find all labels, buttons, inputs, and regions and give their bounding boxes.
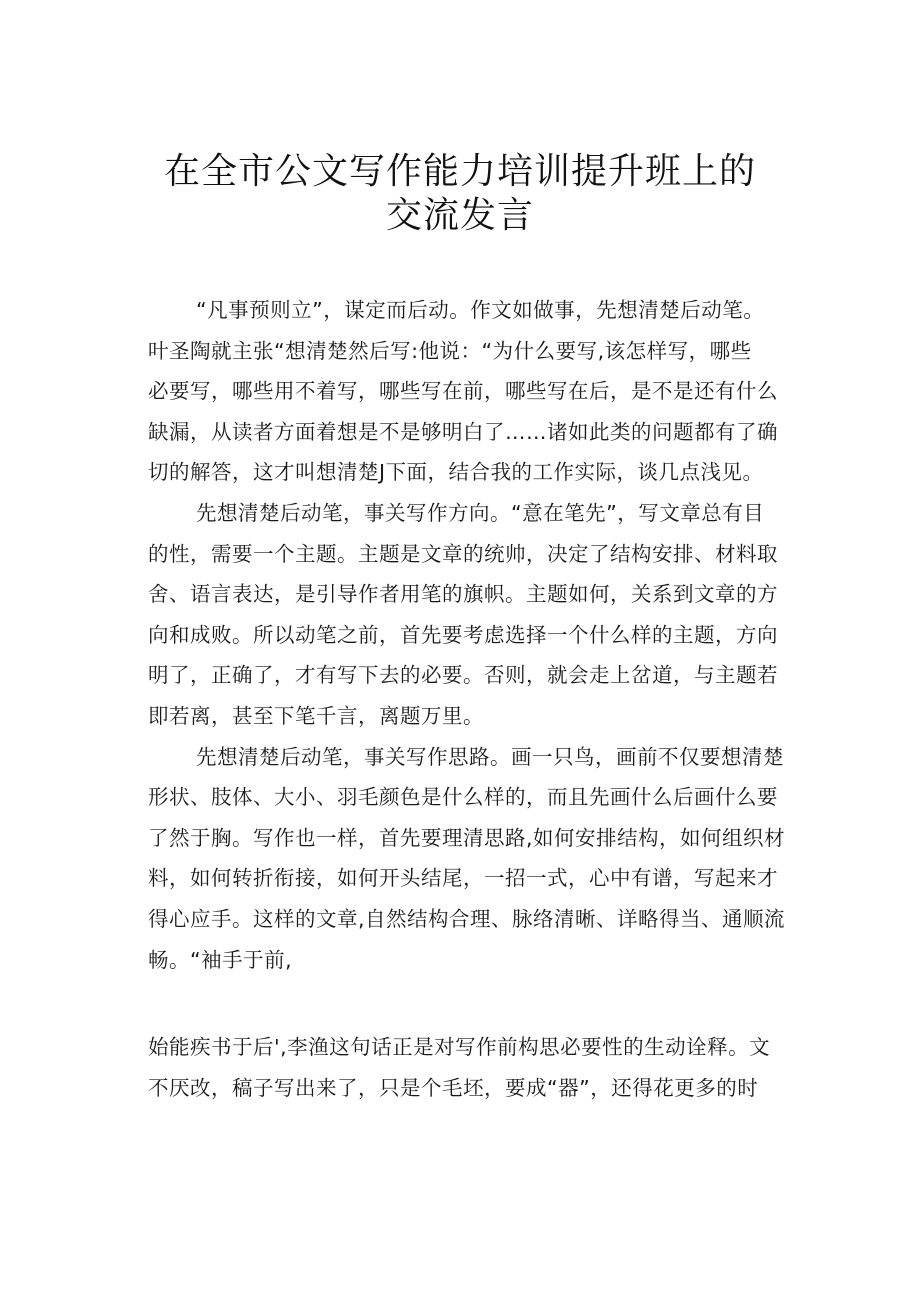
paragraph-2 [148, 493, 808, 737]
paragraph-line: 始能疾书于后',李渔这句话正是对写作前构思必要性的生动诠释。文 [148, 1035, 771, 1059]
document-body [148, 290, 808, 980]
paragraph-line: 了然于胸。写作也一样，首先要理清思路,如何安排结构，如何组织材 [148, 825, 786, 850]
paragraph-line: 明了，正确了，才有写下去的必要。否则，就会走上岔道，与主题若 [148, 663, 778, 688]
paragraph-line: “凡事预则立”，谋定而后动。作文如做事，先想清楚后动笔。 [196, 298, 765, 322]
paragraph-line: 切的解答，这才叫想清楚J下面，结合我的工作实际，谈几点浅见。 [148, 460, 764, 485]
paragraph-line: 向和成败。所以动笔之前，首先要考虑选择一个什么样的主题，方向 [148, 622, 778, 647]
title-line: 在全市公文写作能力培训提升班上的 [163, 151, 756, 192]
document-body-continued [148, 1027, 808, 1108]
paragraph-line: 必要写，哪些用不着写，哪些写在前，哪些写在后，是不是还有什么 [148, 379, 778, 404]
paragraph-line: 即若离，甚至下笔千言，离题万里。 [148, 703, 484, 728]
paragraph-3 [148, 737, 808, 981]
paragraph-1 [148, 290, 808, 493]
paragraph-line: 的性，需要一个主题。主题是文章的统帅，决定了结构安排、材料取 [148, 541, 778, 566]
document-title [0, 150, 920, 238]
paragraph-line: 先想清楚后动笔，事关写作方向。“意在笔先”，写文章总有目 [196, 500, 765, 525]
paragraph-line: 料，如何转折衔接，如何开头结尾，一招一式，心中有谱，写起来才 [148, 866, 778, 891]
title-line: 交流发言 [385, 195, 534, 236]
paragraph-line: 形状、肢体、大小、羽毛颜色是什么样的，而且先画什么后画什么要 [148, 785, 778, 810]
paragraph-line: 不厌改，稿子写出来了，只是个毛坯，要成“器”，还得花更多的时 [148, 1075, 759, 1100]
paragraph-line: 叶圣陶就主张“想清楚然后写:他说：“为什么要写,该怎样写，哪些 [148, 338, 752, 363]
paragraph-line: 先想清楚后动笔，事关写作思路。画一只鸟，画前不仅要想清楚 [196, 744, 784, 769]
paragraph-line: 缺漏，从读者方面着想是不是够明白了……诸如此类的问题都有了确 [148, 419, 778, 444]
paragraph-line: 舍、语言表达，是引导作者用笔的旗帜。主题如何，关系到文章的方 [148, 582, 778, 607]
paragraph-line: 畅。“袖手于前, [148, 947, 293, 972]
paragraph-line: 得心应手。这样的文章,自然结构合理、脉络清晰、详略得当、通顺流 [148, 906, 786, 931]
